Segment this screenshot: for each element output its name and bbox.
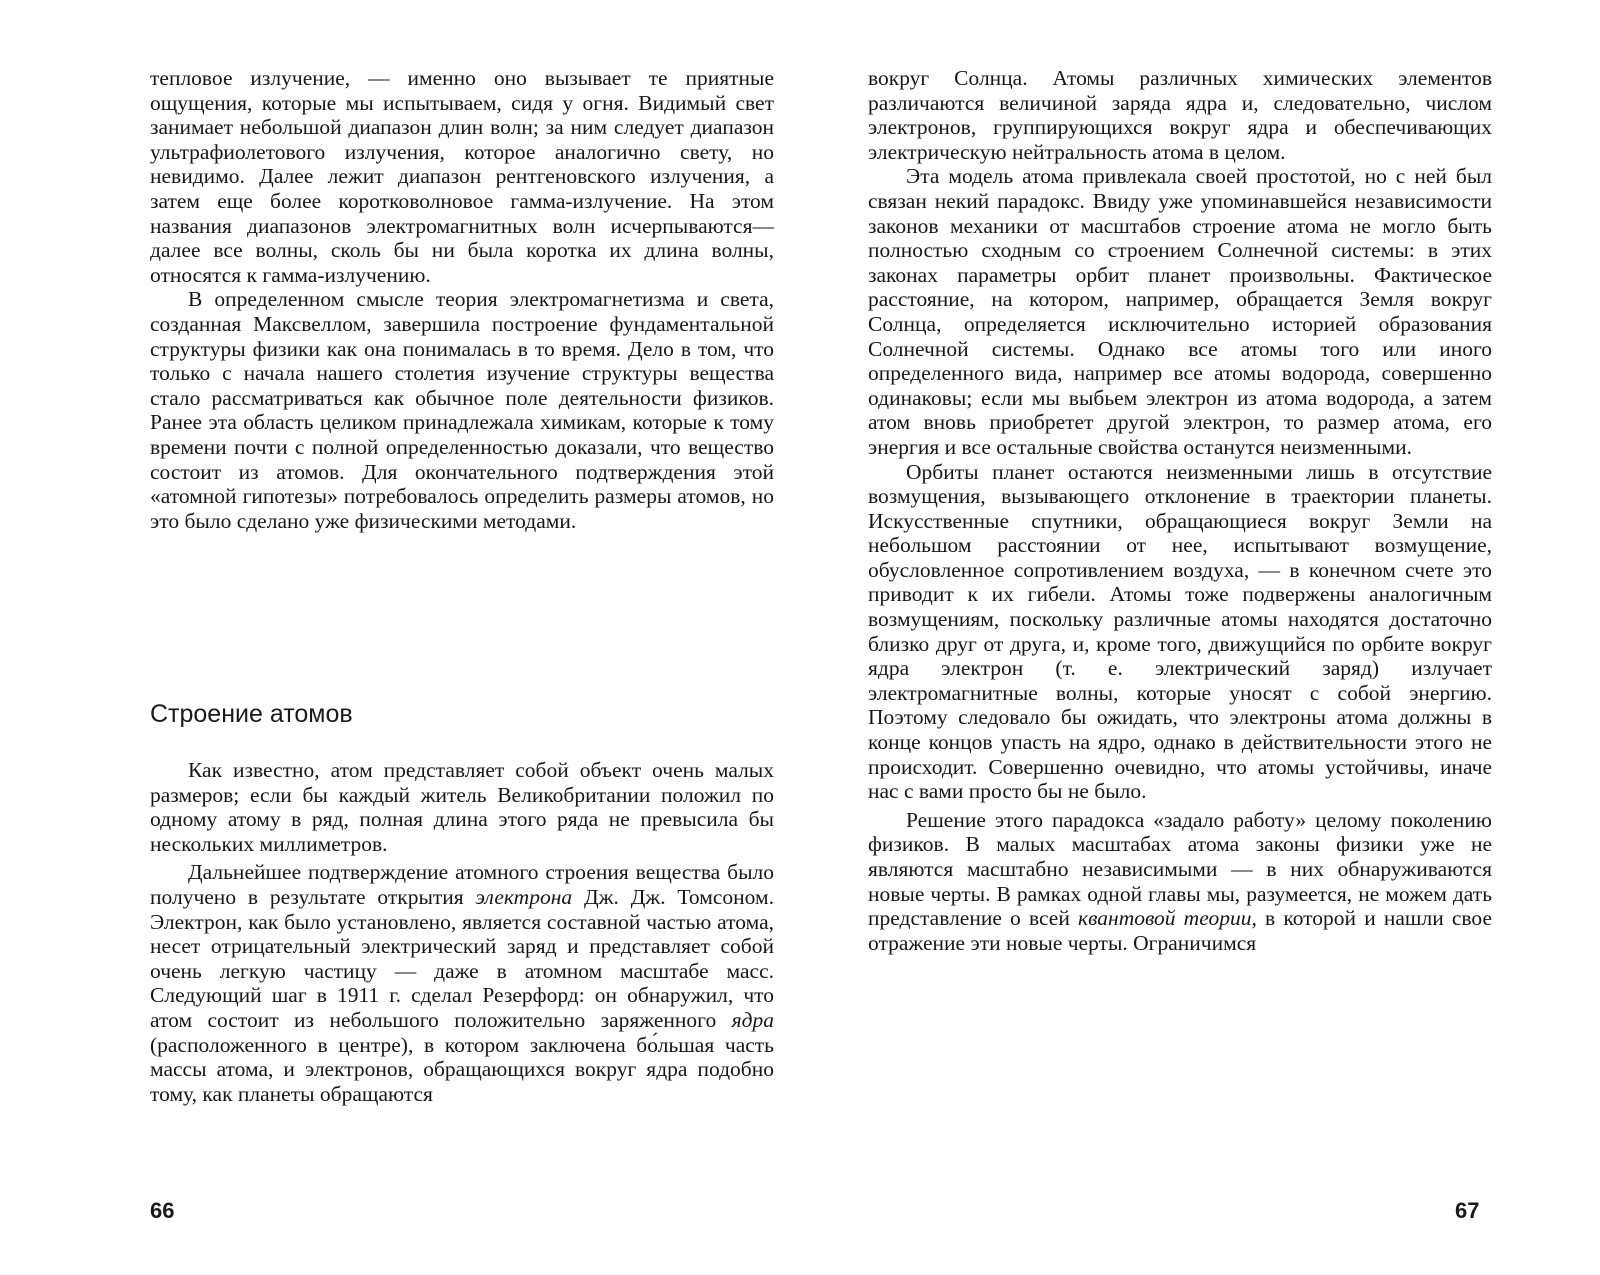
right-paragraph-4-text-a: Решение этого парадокса «задало работу» целому поколению физиков. В малых масштабах атома законы физики уже не являются масштабно независимыми — в них обнаруживаются новые черты. В рамках одной главы мы, разумеется, не можем дать представление о всей [868, 807, 1492, 931]
left-paragraph-4-italic-electron: электрона [475, 884, 573, 909]
right-paragraph-2: Эта модель атома привлекала своей простотой, но с ней был связан некий парадокс. Ввиду уже упоминавшейся независимости законов механики от масштабов строение атома не могло быть полностью сходным со строением Солнечной системы: в этих законах параметры орбит планет произвольны. Фактическое расстояние, на котором, например, обращается Земля вокруг Солнца, определяется исключительно историей образования Солнечной системы. Однако все атомы того или иного определенного вида, например все атомы водорода, совершенно одинаковы; если мы выбьем электрон из атома водорода, а затем атом вновь приобретет другой электрон, то размер атома, его энергия и все остальные свойства останутся неизменными. [868, 164, 1492, 459]
left-page-upper-text [150, 66, 774, 533]
left-page-lower-text [150, 758, 774, 1106]
right-page-text [868, 66, 1492, 955]
right-paragraph-4 [868, 808, 1492, 956]
left-paragraph-4 [150, 860, 774, 1106]
right-paragraph-1: вокруг Солнца. Атомы различных химических элементов различаются величиной заряда ядра и, следовательно, числом электронов, группирующихся вокруг ядра и обеспечивающих электрическую нейтральность атома в целом. [868, 66, 1492, 164]
left-paragraph-4-italic-nucleus: ядра [731, 1007, 774, 1032]
right-page-number: 67 [1455, 1198, 1480, 1223]
left-paragraph-2: В определенном смысле теория электромагнетизма и света, созданная Максвеллом, завершила построение фундаментальной структуры физики как она понималась в то время. Дело в том, что только с начала нашего столетия изучение структуры вещества стало рассматриваться как обычное поле деятельности физиков. Ранее эта область целиком принадлежала химикам, которые к тому времени почти с полной определенностью доказали, что вещество состоит из атомов. Для окончательного подтверждения этой «атомной гипотезы» потребовалось определить размеры атомов, но это было сделано уже физическими методами. [150, 287, 774, 533]
left-paragraph-4-text-c: (расположенного в центре), в котором заключена бо́льшая часть массы атома, и электронов, обращающихся вокруг ядра подобно тому, как планеты обращаются [150, 1032, 774, 1106]
left-paragraph-4-text-b: Дж. Дж. Томсоном. Электрон, как было установлено, является составной частью атома, несет отрицательный электрический заряд и представляет собой очень легкую частицу — даже в атомном масштабе масс. Следующий шаг в 1911 г. сделал Резерфорд: он обнаружил, что атом состоит из небольшого положительно заряженного [150, 884, 774, 1032]
right-paragraph-3: Орбиты планет остаются неизменными лишь в отсутствие возмущения, вызывающего отклонение в траектории планеты. Искусственные спутники, обращающиеся вокруг Земли на небольшом расстоянии от нее, испытывают возмущение, обусловленное сопротивлением воздуха, — в конечном счете это приводит к их гибели. Атомы тоже подвержены аналогичным возмущениям, поскольку различные атомы находятся достаточно близко друг от друга, и, кроме того, движущийся по орбите вокруг ядра электрон (т. е. электрический заряд) излучает электромагнитные волны, которые уносят с собой энергию. Поэтому следовало бы ожидать, что электроны атома должны в конце концов упасть на ядро, однако в действительности этого не происходит. Совершенно очевидно, что атомы устойчивы, иначе нас с вами просто бы не было. [868, 459, 1492, 804]
right-paragraph-4-italic-quantum-theory: квантовой теории [1078, 906, 1252, 931]
section-heading: Строение атомов [150, 700, 353, 728]
left-paragraph-3: Как известно, атом представляет собой объект очень малых размеров; если бы каждый житель Великобритании положил по одному атому в ряд, полная длина этого ряда не превысила бы нескольких миллиметров. [150, 758, 774, 856]
left-page-number: 66 [150, 1198, 175, 1223]
right-paragraph-4-text-b: , в которой и нашли свое отражение эти новые черты. Ограничимся [868, 906, 1492, 955]
left-paragraph-1: тепловое излучение, — именно оно вызывает те приятные ощущения, которые мы испытываем, сидя у огня. Видимый свет занимает небольшой диапазон длин волн; за ним следует диапазон ультрафиолетового излучения, которое аналогично свету, но невидимо. Далее лежит диапазон рентгеновского излучения, а затем еще более коротковолновое гамма-излучение. На этом названия диапазонов электромагнитных волн исчерпываются—далее все волны, сколь бы ни была коротка их длина волны, относятся к гамма-излучению. [150, 66, 774, 287]
left-paragraph-4-text-a: Дальнейшее подтверждение атомного строения вещества было получено в результате открытия [150, 860, 774, 909]
right-page [800, 0, 1600, 1275]
